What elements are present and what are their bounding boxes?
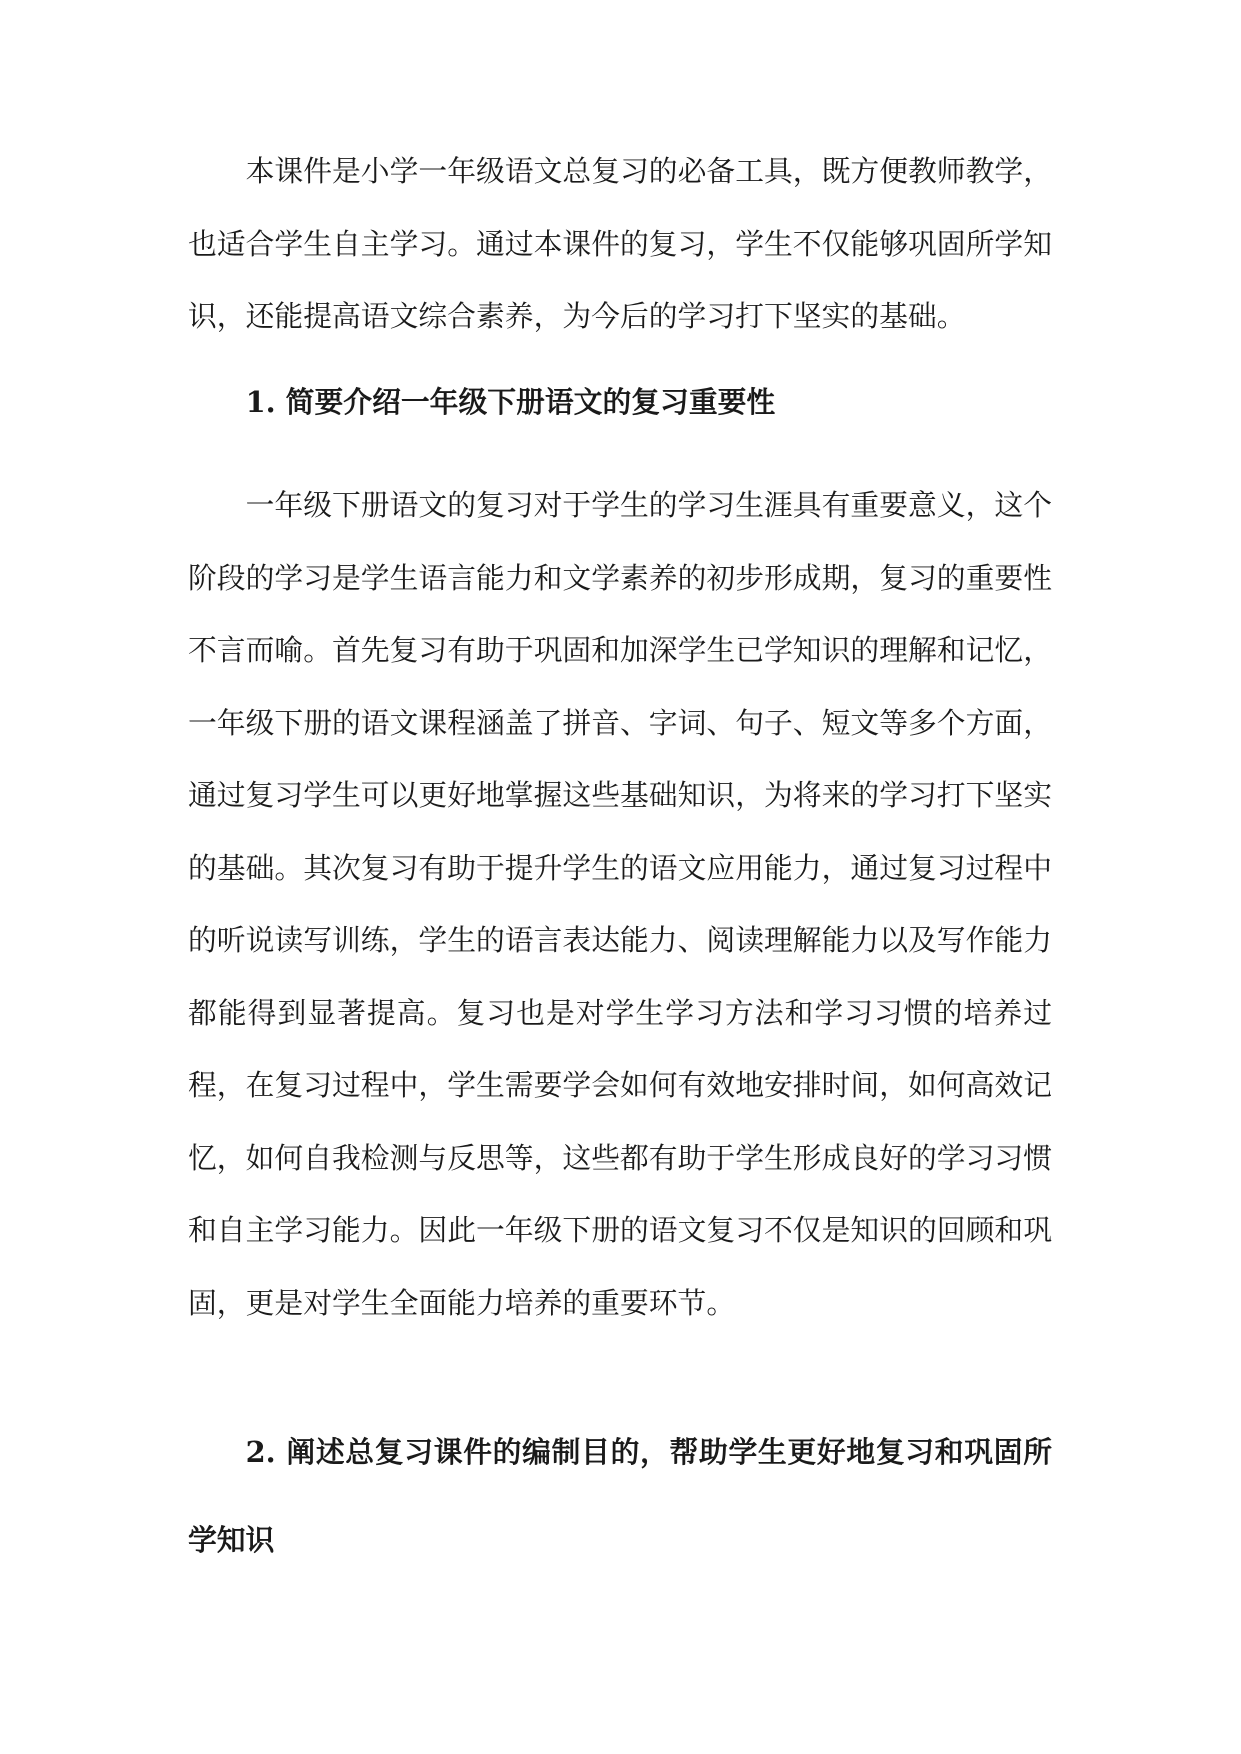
section-1-body: 一年级下册语文的复习对于学生的学习生涯具有重要意义，这个阶段的学习是学生语言能力和文学素养的初步形成期，复习的重要性不言而喻。首先复习有助于巩固和加深学生已学知识的理解和记忆，一年级下册的语文课程涵盖了拼音、字词、句子、短文等多个方面，通过复习学生可以更好地掌握这些基础知识，为将来的学习打下坚实的基础。其次复习有助于提升学生的语文应用能力，通过复习过程中的听说读写训练，学生的语言表达能力、阅读理解能力以及写作能力都能得到显著提高。复习也是对学生学习方法和学习习惯的培养过程，在复习过程中，学生需要学会如何有效地安排时间，如何高效记忆，如何自我检测与反思等，这些都有助于学生形成良好的学习习惯和自主学习能力。因此一年级下册的语文复习不仅是知识的回顾和巩固，更是对学生全面能力培养的重要环节。 bbox=[188, 488, 1052, 1320]
intro-paragraph: 本课件是小学一年级语文总复习的必备工具，既方便教师教学，也适合学生自主学习。通过本课件的复习，学生不仅能够巩固所学知识，还能提高语文综合素养，为今后的学习打下坚实的基础。 bbox=[188, 154, 1052, 333]
section-1-heading: 1. 简要介绍一年级下册语文的复习重要性 bbox=[245, 385, 776, 419]
section-2-heading: 2. 阐述总复习课件的编制目的，帮助学生更好地复习和巩固所学知识 bbox=[188, 1435, 1052, 1557]
